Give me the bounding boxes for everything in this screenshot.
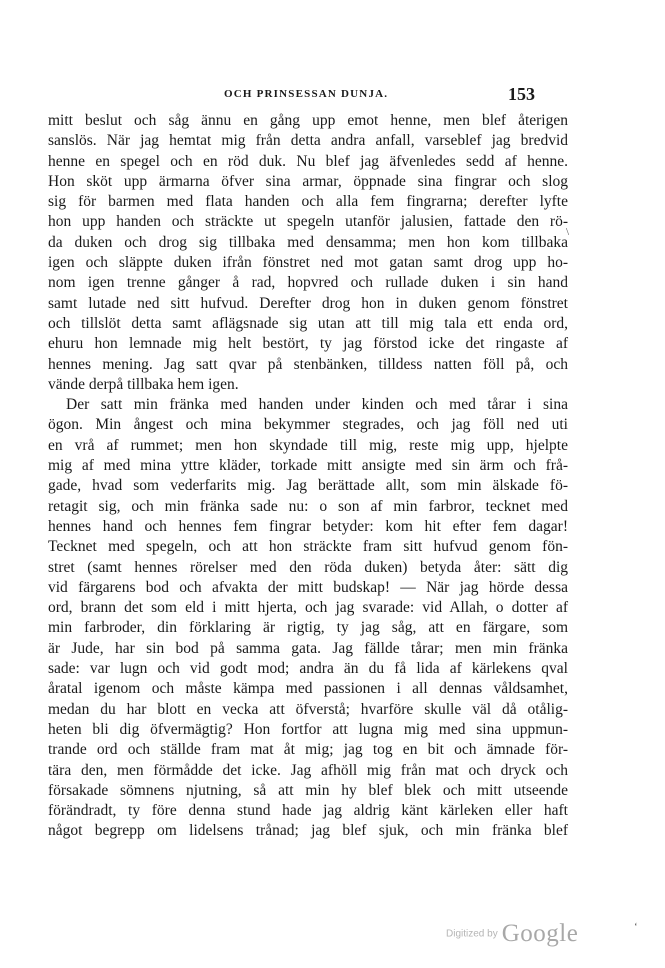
text-line: ehuru hon lemnade mig helt bestört, ty jag förstod icke det ringaste af xyxy=(48,335,568,353)
text-line: sanslös. När jag hemtat mig från detta andra anfall, varseblef jag bredvid xyxy=(48,132,568,150)
text-line: ord, brann det som eld i mitt hjerta, och jag svarade: vid Allah, o dotter af xyxy=(48,599,568,617)
margin-mark: \ xyxy=(566,226,570,238)
text-line: hon upp handen och sträckte ut spegeln utanför jalusien, fattade den rö- xyxy=(48,213,568,231)
text-line: är Jude, har sin bod på samma gata. Jag fällde tårar; men min fränka xyxy=(48,639,568,657)
text-line: och tillslöt detta samt aflägsnade sig utan att till mig tala ett enda ord, xyxy=(48,314,568,332)
text-line: Tecknet med spegeln, och att hon sträckte fram sitt hufvud genom fön- xyxy=(48,538,568,556)
text-line: tära den, men förmådde det icke. Jag afhöll mig från mat och dryck och xyxy=(48,761,568,779)
text-line: heten bli dig öfvermägtig? Hon fortfor att lugna mig med sina uppmun- xyxy=(48,720,568,738)
margin-mark: ‘ xyxy=(634,921,638,933)
page-header xyxy=(0,84,665,108)
text-line-paragraph-start: Der satt min fränka med handen under kinden och med tårar i sina xyxy=(66,396,568,414)
text-line: stret (samt hennes rörelser med den röda duken) betyda åter: sätt dig xyxy=(48,558,568,576)
text-line: försakade sömnens njutning, så att min hy blef blek och mitt utseende xyxy=(48,781,568,799)
text-line: medan du har blott en vecka att öfverstå; hvarföre skulle väl då otålig- xyxy=(48,700,568,718)
text-line: något begrepp om lidelsens trånad; jag blef sjuk, och min fränka blef xyxy=(48,822,568,840)
text-line: da duken och drog sig tillbaka med densamma; men hon kom tillbaka xyxy=(48,233,568,251)
text-line: sig för barmen med flata handen och alla fem fingrarna; derefter lyfte xyxy=(48,193,568,211)
body-text xyxy=(48,111,568,842)
text-line: retagit sig, och min fränka sade nu: o son af min farbror, tecknet med xyxy=(48,497,568,515)
text-line: åratal igenom och måste kämpa med passionen i all dennas våldsamhet, xyxy=(48,680,568,698)
text-line: sade: var lugn och vid godt mod; andra än du få lida af kärlekens qval xyxy=(48,660,568,678)
text-line: hennes hand och hennes fem fingrar betyder: kom hit efter fem dagar! xyxy=(48,517,568,535)
text-line: gade, hvad som vederfarits mig. Jag berättade allt, som min älskade fö- xyxy=(48,477,568,495)
text-line: trande ord och ställde fram mat åt mig; jag tog en bit och ämnade för- xyxy=(48,741,568,759)
text-line: hennes mening. Jag satt qvar på stenbänken, tilldess natten föll på, och xyxy=(48,355,568,373)
digitized-watermark xyxy=(446,920,578,948)
page-number: 153 xyxy=(508,84,535,104)
text-line: henne en spegel och en röd duk. Nu blef jag äfvenledes sedd af henne. xyxy=(48,152,568,170)
text-line: vände derpå tillbaka hem igen. xyxy=(48,375,239,393)
text-line: mig af med mina yttre kläder, torkade mitt ansigte med sin ärm och frå- xyxy=(48,457,568,475)
text-line: Hon sköt upp ärmarna öfver sina armar, öppnade sina fingrar och slog xyxy=(48,172,568,190)
text-line: en vrå af rummet; men hon skyndade till mig, reste mig upp, hjelpte xyxy=(48,436,568,454)
text-line: igen och släppte duken ifrån fönstret ned mot gatan samt drog upp ho- xyxy=(48,254,568,272)
watermark-prefix: Digitized by xyxy=(446,928,498,940)
text-line: ögon. Min ångest och mina bekymmer stegrades, och jag föll ned uti xyxy=(48,416,568,434)
text-line: nom igen trenne gånger å rad, hopvred och rullade duken i sin hand xyxy=(48,274,568,292)
text-line: min farbroder, din förklaring är rigtig, ty jag såg, att en färgare, som xyxy=(48,619,568,637)
text-line: samt lutade ned sitt hufvud. Derefter drog hon in duken genom fönstret xyxy=(48,294,568,312)
watermark-brand: Google xyxy=(501,920,579,947)
text-line: förändradt, ty före denna stund hade jag aldrig känt kärleken eller haft xyxy=(48,802,568,820)
text-line: mitt beslut och såg ännu en gång upp emot henne, men blef återigen xyxy=(48,112,568,129)
running-title: OCH PRINSESSAN DUNJA. xyxy=(224,88,389,100)
text-line: vid färgarens bod och afvakta der mitt budskap! — När jag hörde dessa xyxy=(48,578,568,596)
